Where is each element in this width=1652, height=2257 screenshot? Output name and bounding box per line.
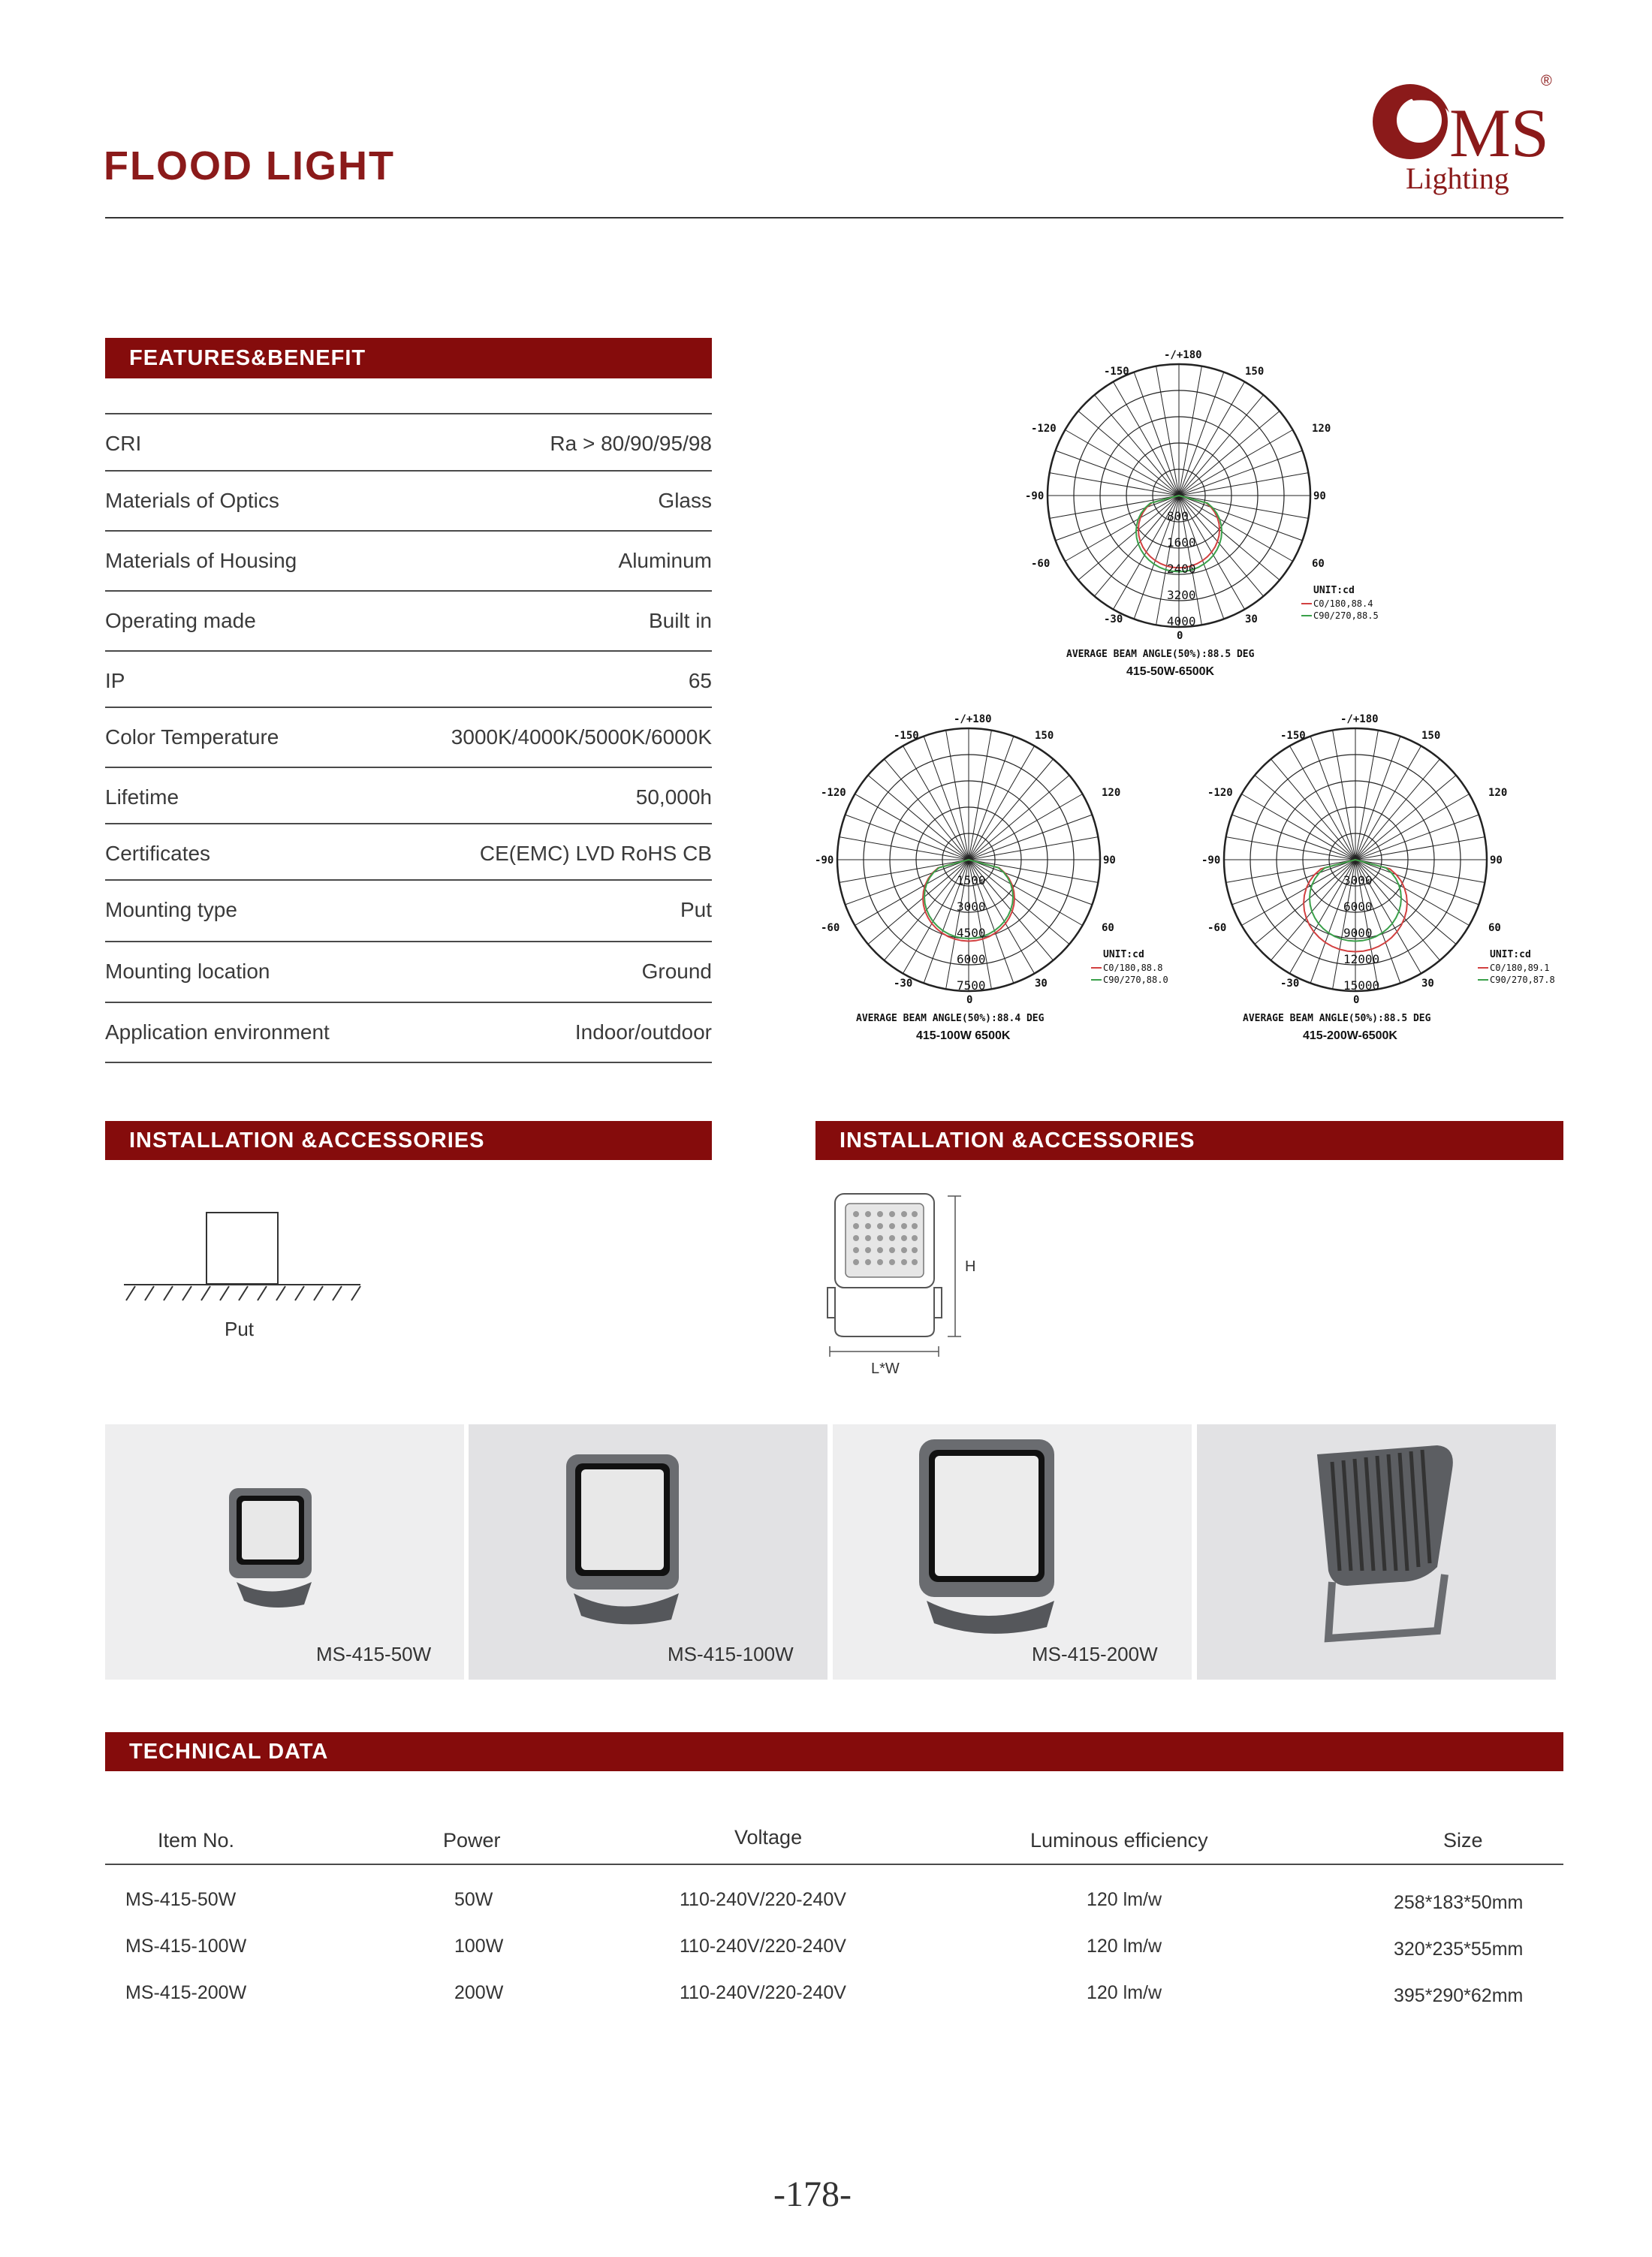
product-label-200w: MS-415-200W [1032,1643,1158,1665]
unit-label: UNIT:cd [1490,949,1531,960]
svg-text:®: ® [1541,73,1552,89]
beam-angle-note: AVERAGE BEAM ANGLE(50%):88.4 DEG [856,1013,1045,1024]
polar-chart-100w [815,713,1201,1047]
feature-label: CRI [105,432,142,455]
angle-label: -150 [1280,730,1306,742]
logo-text: Lighting [1406,161,1509,195]
ring-label: 3000 [1343,873,1373,887]
feature-value: 65 [688,669,712,692]
feature-value: 3000K/4000K/5000K/6000K [451,725,712,749]
installation-heading-right: INSTALLATION &ACCESSORIES [815,1121,1563,1160]
table-cell: 100W [454,1936,504,1957]
feature-label: Mounting type [105,898,237,921]
angle-label: 30 [1035,978,1048,990]
feature-label: Mounting location [105,960,270,983]
feature-value: Ground [641,960,712,983]
height-label: H [965,1258,976,1275]
angle-label: 90 [1103,854,1116,866]
angle-label: 150 [1245,366,1265,378]
feature-label: Operating made [105,609,256,632]
feature-row [105,470,712,530]
angle-label: 0 [1177,630,1183,642]
angle-label: -150 [894,730,919,742]
angle-label: -120 [821,787,846,799]
polar-caption: 415-200W-6500K [1303,1029,1397,1042]
angle-label: 0 [1353,994,1360,1006]
header-divider [105,217,1563,218]
feature-row [105,941,712,1001]
polar-caption: 415-100W 6500K [916,1029,1011,1042]
ring-label: 3200 [1167,588,1196,602]
ring-label: 4500 [957,926,986,940]
ring-label: 800 [1167,509,1189,523]
page-title: FLOOD LIGHT [104,143,395,188]
features-heading: FEATURES&BENEFIT [105,338,712,378]
feature-row [105,590,712,650]
col-power: Power [443,1829,501,1852]
polar-chart-50w [1025,349,1412,683]
ring-label: 4000 [1167,614,1196,628]
legend-entry: C0/180,89.1 [1490,963,1550,973]
angle-label: -60 [1031,558,1051,570]
polar-caption: 415-50W-6500K [1126,665,1215,678]
feature-value: 50,000h [635,785,712,809]
angle-label: 60 [1488,922,1501,934]
feature-row [105,879,712,939]
ring-label: 12000 [1343,952,1380,966]
feature-value: Built in [648,609,712,632]
feature-value: Indoor/outdoor [574,1020,712,1044]
angle-label: 90 [1490,854,1503,866]
beam-angle-note: AVERAGE BEAM ANGLE(50%):88.5 DEG [1066,649,1255,660]
table-cell: 120 lm/w [1087,1889,1162,1910]
table-cell: MS-415-50W [125,1889,237,1910]
angle-label: -/+180 [1340,713,1379,725]
angle-label: -/+180 [954,713,992,725]
feature-row [105,707,712,767]
dimension-diagram [826,1190,976,1370]
product-photo-50w [105,1424,464,1680]
product-label-100w: MS-415-100W [668,1643,794,1665]
feature-label: Lifetime [105,785,179,809]
angle-label: -30 [1104,613,1123,625]
angle-label: -/+180 [1164,349,1202,361]
beam-angle-note: AVERAGE BEAM ANGLE(50%):88.5 DEG [1243,1013,1431,1024]
feature-value: Aluminum [618,549,712,572]
angle-label: -120 [1207,787,1233,799]
angle-label: 30 [1245,613,1258,625]
angle-label: 90 [1313,490,1326,502]
legend-entry: C90/270,88.5 [1313,610,1379,621]
ring-label: 15000 [1343,978,1380,993]
table-row [105,1982,1563,2027]
table-row [105,1936,1563,1981]
product-photo-100w [469,1424,828,1680]
table-row [105,1889,1563,1934]
table-cell: 110-240V/220-240V [680,1936,846,1957]
feature-value: Glass [658,489,712,512]
table-cell: 395*290*62mm [1394,1985,1524,2006]
feature-value: Put [680,898,712,921]
angle-label: 120 [1488,787,1508,799]
angle-label: -120 [1031,423,1057,435]
unit-label: UNIT:cd [1103,949,1144,960]
table-cell: 110-240V/220-240V [680,1889,846,1910]
ring-label: 2400 [1167,562,1196,576]
feature-label: Materials of Optics [105,489,279,512]
feature-label: Certificates [105,842,211,865]
technical-table-header [105,1819,1563,1865]
ground-mount-diagram [120,1209,368,1306]
angle-label: 0 [966,994,973,1006]
width-label: L*W [871,1361,900,1377]
ring-label: 9000 [1343,926,1373,940]
angle-label: 150 [1421,730,1441,742]
angle-label: 30 [1421,978,1434,990]
feature-row [105,413,712,473]
feature-value: CE(EMC) LVD RoHS CB [479,842,712,865]
product-photo-200w [833,1424,1192,1680]
feature-row [105,650,712,710]
put-caption: Put [225,1318,255,1340]
technical-heading: TECHNICAL DATA [105,1732,1563,1771]
table-cell: 50W [454,1889,493,1910]
table-cell: 120 lm/w [1087,1982,1162,2003]
col-item-no: Item No. [158,1829,235,1852]
feature-row [105,823,712,883]
svg-text:MS: MS [1449,95,1549,171]
col-luminous-efficiency: Luminous efficiency [1030,1829,1208,1852]
angle-label: -30 [1280,978,1300,990]
feature-row [105,767,712,827]
page-number: -178- [773,2174,852,2214]
installation-heading-left: INSTALLATION &ACCESSORIES [105,1121,712,1160]
angle-label: -30 [894,978,913,990]
angle-label: 120 [1102,787,1121,799]
feature-value: Ra > 80/90/95/98 [550,432,712,455]
col-voltage: Voltage [734,1826,803,1849]
col-size: Size [1443,1829,1483,1852]
product-label-50w: MS-415-50W [316,1643,432,1665]
table-cell: 120 lm/w [1087,1936,1162,1957]
ring-label: 7500 [957,978,986,993]
table-cell: 258*183*50mm [1394,1892,1524,1913]
angle-label: -90 [815,854,834,866]
ring-label: 6000 [957,952,986,966]
legend-entry: C0/180,88.4 [1313,598,1373,609]
table-cell: 320*235*55mm [1394,1939,1524,1960]
feature-label: Application environment [105,1020,330,1044]
feature-row [105,1002,712,1062]
product-photo-rear [1197,1424,1556,1680]
feature-label: Materials of Housing [105,549,297,572]
angle-label: -60 [821,922,840,934]
polar-chart-200w [1201,713,1588,1047]
feature-row [105,530,712,590]
feature-label: IP [105,669,125,692]
table-cell: MS-415-200W [125,1982,247,2003]
angle-label: -90 [1201,854,1221,866]
feature-label: Color Temperature [105,725,279,749]
angle-label: 60 [1312,558,1325,570]
angle-label: -60 [1207,922,1227,934]
ring-label: 6000 [1343,899,1373,914]
ring-label: 1600 [1167,535,1196,550]
angle-label: 120 [1312,423,1331,435]
table-cell: 110-240V/220-240V [680,1982,846,2003]
table-cell: MS-415-100W [125,1936,247,1957]
legend-entry: C90/270,87.8 [1490,975,1555,985]
unit-label: UNIT:cd [1313,585,1355,596]
legend-entry: C0/180,88.8 [1103,963,1163,973]
ring-label: 1500 [957,873,986,887]
angle-label: 60 [1102,922,1114,934]
ring-label: 3000 [957,899,986,914]
angle-label: -90 [1025,490,1045,502]
features-bottom-rule [105,1062,712,1063]
angle-label: 150 [1035,730,1054,742]
table-cell: 200W [454,1982,504,2003]
legend-entry: C90/270,88.0 [1103,975,1168,985]
angle-label: -150 [1104,366,1129,378]
